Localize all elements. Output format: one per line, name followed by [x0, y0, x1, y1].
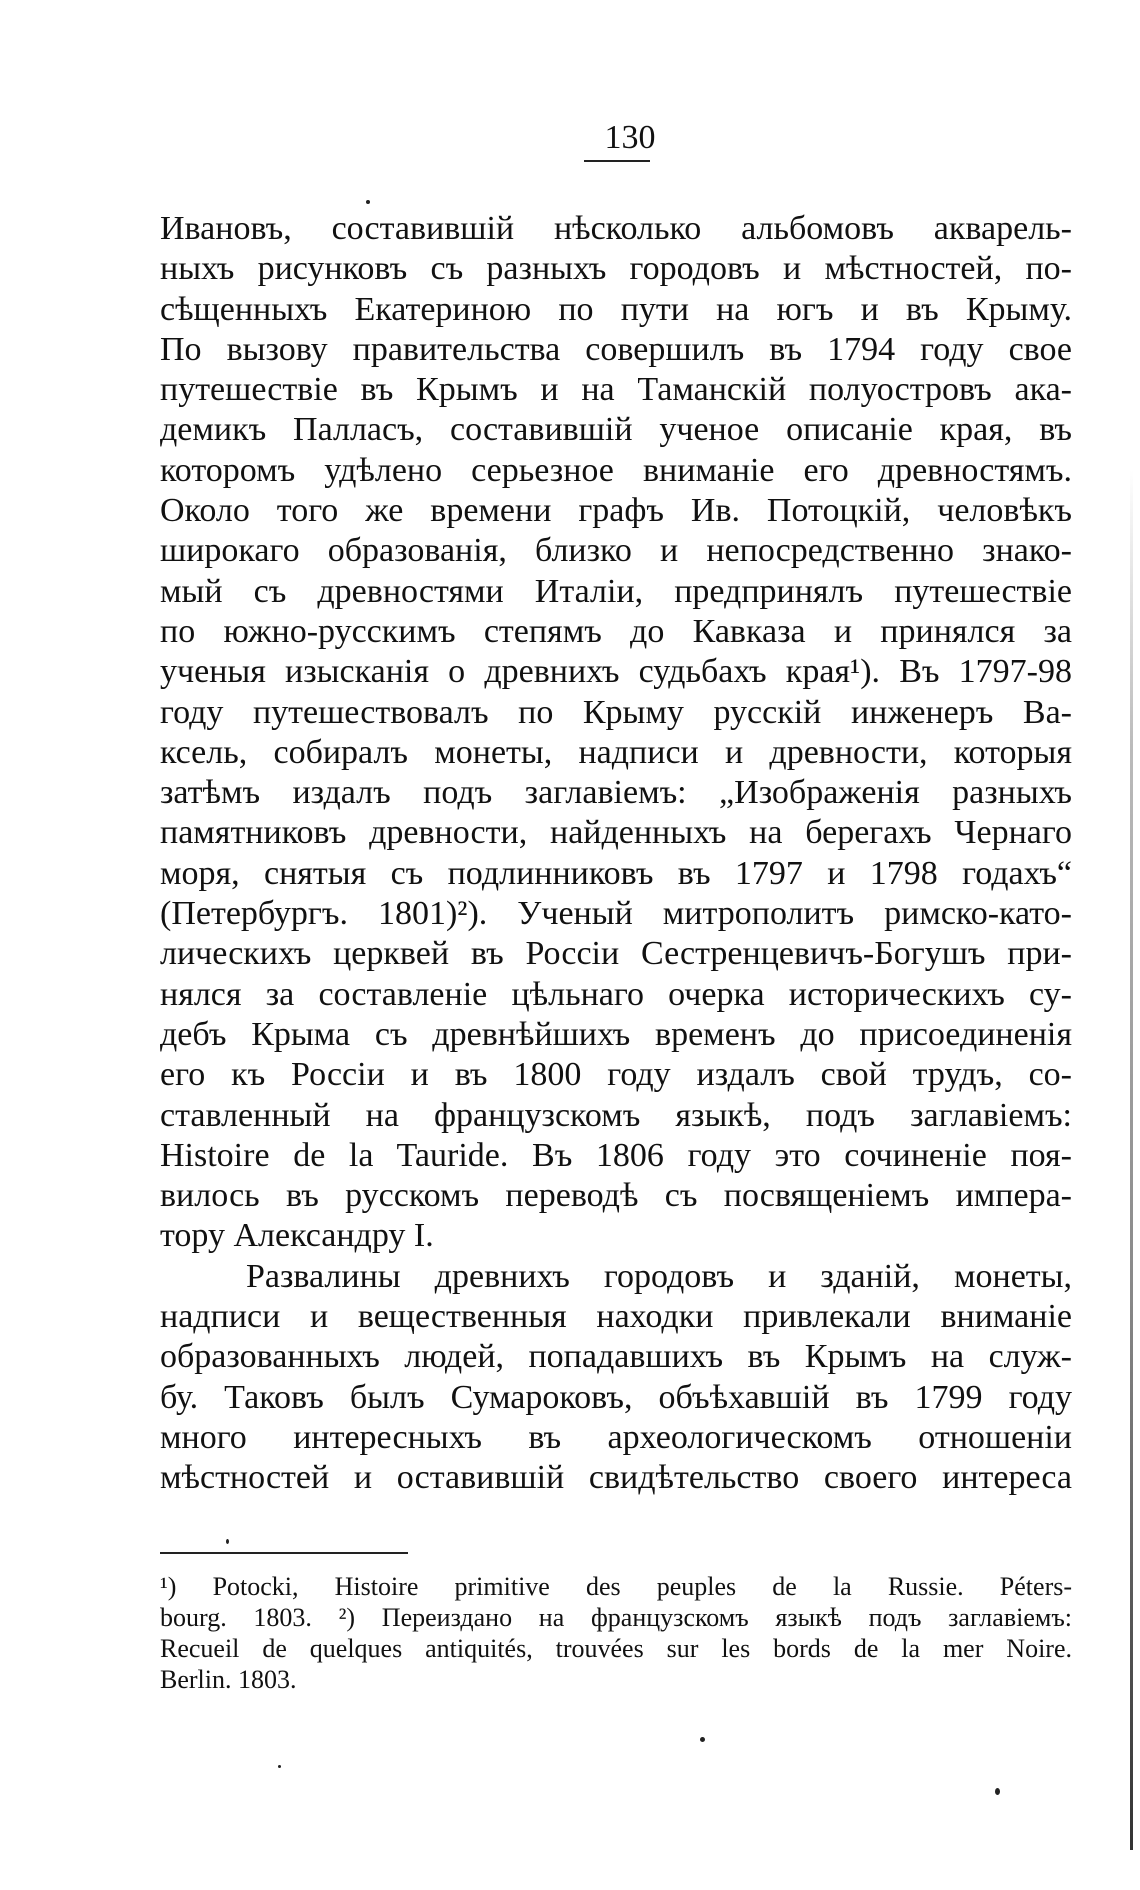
text-line: По вызову правительства совершилъ въ 1794 году свое — [160, 330, 1072, 368]
text-line: (Петербургъ. 1801)²). Ученый митрополитъ римско-като- — [160, 895, 1072, 933]
scan-edge-shadow — [1130, 470, 1133, 1850]
scan-speck — [226, 1539, 229, 1544]
text-line: дебъ Крыма съ древнѣйшихъ временъ до присоединенія — [160, 1015, 1072, 1053]
page-number: 130 — [604, 119, 656, 156]
text-line: мѣстностей и оставившій свидѣтельство своего интереса — [160, 1459, 1072, 1497]
text-line: которомъ удѣлено серьезное вниманіе его древностямъ. — [160, 451, 1072, 489]
text-line: мый съ древностями Италіи, предпринялъ путешествіе — [160, 572, 1072, 610]
text-line: тору Александру I. — [160, 1217, 434, 1255]
text-line: сѣщенныхъ Екатериною по пути на югъ и въ Крыму. — [160, 290, 1072, 328]
text-line: затѣмъ издалъ подъ заглавіемъ: „Изображенія разныхъ — [160, 774, 1072, 812]
footnote-separator — [160, 1552, 408, 1554]
text-line: ныхъ рисунковъ съ разныхъ городовъ и мѣстностей, по- — [160, 250, 1072, 288]
scan-speck — [700, 1737, 705, 1742]
text-line: нялся за составленіе цѣльнаго очерка историческихъ су- — [160, 975, 1072, 1013]
text-line: образованныхъ людей, попадавшихъ въ Крымъ на служ- — [160, 1338, 1072, 1376]
text-line: году путешествовалъ по Крыму русскій инженеръ Ва- — [160, 693, 1072, 731]
footnote-line: bourg. 1803. ²) Переиздано на французскомъ языкѣ подъ заглавіемъ: — [160, 1603, 1072, 1632]
text-line: демикъ Палласъ, составившій ученое описаніе края, въ — [160, 411, 1072, 449]
scan-speck — [995, 1788, 1000, 1795]
text-line: ксель, собиралъ монеты, надписи и древности, которыя — [160, 733, 1072, 771]
text-line: широкаго образованія, близко и непосредственно знако- — [160, 532, 1072, 570]
footnotes — [160, 1571, 1072, 1695]
body-text — [160, 209, 1072, 1499]
text-line: ставленный на французскомъ языкѣ, подъ заглавіемъ: — [160, 1096, 1072, 1134]
footnote-line: Recueil de quelques antiquités, trouvées sur les bords de la mer Noire. — [160, 1634, 1072, 1663]
paragraph-2-first-line: Развалины древнихъ городовъ и зданій, монеты, — [246, 1257, 1072, 1295]
text-line: бу. Таковъ былъ Сумароковъ, объѣхавшій въ 1799 году — [160, 1378, 1072, 1416]
text-line: вилось въ русскомъ переводѣ съ посвященіемъ импера- — [160, 1177, 1072, 1215]
text-line: моря, снятыя съ подлинниковъ въ 1797 и 1798 годахъ“ — [160, 854, 1072, 892]
text-line: лическихъ церквей въ Россіи Сестренцевичъ-Богушъ при- — [160, 935, 1072, 973]
footnote-line: ¹) Potocki, Histoire primitive des peuples de la Russie. Péters- — [160, 1572, 1072, 1601]
scan-speck — [278, 1765, 281, 1768]
text-line: Histoire de la Tauride. Въ 1806 году это сочиненіе поя- — [160, 1136, 1072, 1174]
text-line: путешествіе въ Крымъ и на Таманскій полуостровъ ака- — [160, 371, 1072, 409]
page-number-rule — [584, 160, 650, 162]
text-line: Около того же времени графъ Ив. Потоцкій, человѣкъ — [160, 492, 1072, 530]
text-line: по южно-русскимъ степямъ до Кавказа и принялся за — [160, 612, 1072, 650]
text-line: памятниковъ древности, найденныхъ на берегахъ Чернаго — [160, 814, 1072, 852]
scan-speck — [366, 200, 370, 204]
text-line: надписи и вещественныя находки привлекали вниманіе — [160, 1298, 1072, 1336]
text-line: много интересныхъ въ археологическомъ отношеніи — [160, 1418, 1072, 1456]
text-line: Ивановъ, составившій нѣсколько альбомовъ акварель- — [160, 210, 1072, 247]
text-line: его къ Россіи и въ 1800 году издалъ свой трудъ, со- — [160, 1056, 1072, 1094]
text-line: ученыя изысканія о древнихъ судьбахъ края¹). Въ 1797-98 — [160, 653, 1072, 691]
footnote-line: Berlin. 1803. — [160, 1665, 297, 1694]
